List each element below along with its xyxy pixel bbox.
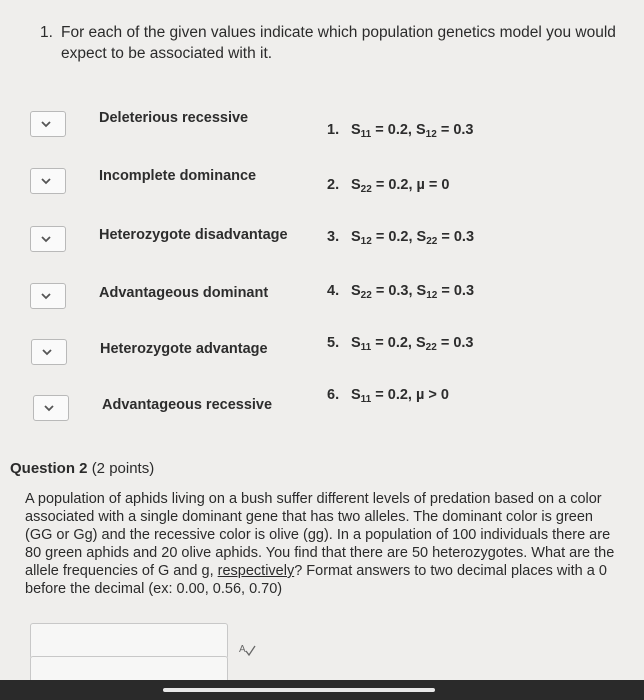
model-label: Heterozygote advantage xyxy=(100,341,268,357)
horizontal-scrollbar[interactable] xyxy=(163,688,435,692)
chevron-down-icon xyxy=(39,174,53,188)
chevron-down-icon xyxy=(39,232,53,246)
question-number: 1. xyxy=(40,24,53,41)
question-text: For each of the given values indicate which population genetics model you would expect to be associated with it. xyxy=(61,24,616,62)
question-2-title: Question 2 (2 points) xyxy=(10,460,155,477)
option-6: 6. $S_{11} = 0.2$, µ > 0 xyxy=(327,387,449,405)
dropdown-select-2[interactable] xyxy=(30,168,66,194)
option-2: 2. $S_{22} = 0.2$, µ = 0 xyxy=(327,177,450,195)
dropdown-select-4[interactable] xyxy=(30,283,66,309)
answer-input-1[interactable] xyxy=(30,623,228,659)
chevron-down-icon xyxy=(39,289,53,303)
chevron-down-icon xyxy=(39,117,53,131)
option-4: 4. $S_{22} = 0.3$, $S_{12} = 0.3$ xyxy=(327,283,475,301)
option-1: 1. $S_{11} = 0.2$, $S_{12} = 0.3$ xyxy=(327,122,474,140)
spellcheck-icon[interactable] xyxy=(238,641,256,657)
model-label: Incomplete dominance xyxy=(99,168,257,184)
model-label: Advantageous recessive xyxy=(102,397,273,413)
option-5: 5. $S_{11} = 0.2$, $S_{22} = 0.3$ xyxy=(327,335,474,353)
dropdown-select-5[interactable] xyxy=(31,339,67,365)
dropdown-select-3[interactable] xyxy=(30,226,66,252)
points: (2 points) xyxy=(91,460,155,477)
model-label: Heterozygote disadvantage xyxy=(99,227,288,243)
question-2-body: A population of aphids living on a bush suffer different levels of predation based on a color associated with a single dominant gene that has two alleles. The dominant color is green (GG or Gg) and the recessive color is olive (gg). In a population of 100 individuals there are 80 green aphids and 20 olive aphids. You find that there are 50 heterozygotes. What are the allele frequencies of G and g, respectively? Format answers to two decimal places with a 0 before the decimal (ex: 0.00, 0.56, 0.70) xyxy=(25,491,615,597)
option-3: 3. $S_{12} = 0.2$, $S_{22} = 0.3$ xyxy=(327,229,475,247)
dropdown-select-1[interactable] xyxy=(30,111,66,137)
chevron-down-icon xyxy=(40,345,54,359)
model-label: Advantageous dominant xyxy=(99,285,269,301)
model-label: Deleterious recessive xyxy=(99,110,249,126)
chevron-down-icon xyxy=(42,401,56,415)
dropdown-select-6[interactable] xyxy=(33,395,69,421)
svg-text:A: A xyxy=(239,644,246,655)
